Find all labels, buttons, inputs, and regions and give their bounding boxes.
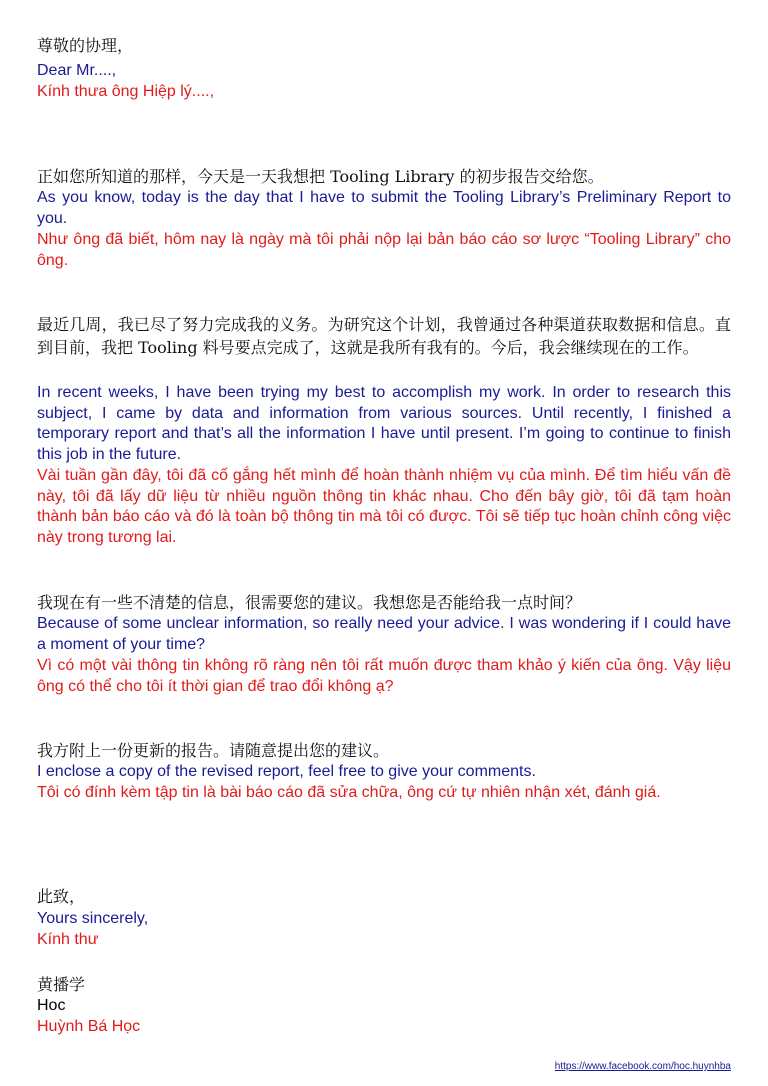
footer-facebook-link[interactable]: https://www.facebook.com/hoc.huynhba	[554, 1061, 731, 1072]
paragraph-4-chinese: 我方附上一份更新的报告。请随意提出您的建议。	[37, 741, 390, 760]
closing-vietnamese: Kính thư	[37, 931, 99, 948]
signature-vietnamese: Huỳnh Bá Học	[37, 1018, 141, 1035]
paragraph-4-english: I enclose a copy of the revised report, feel free to give your comments.	[37, 763, 536, 780]
signature-english: Hoc	[37, 997, 66, 1014]
paragraph-1-vietnamese: Như ông đã biết, hôm nay là ngày mà tôi phải nộp lại bản báo cáo sơ lược “Tooling Library” cho ông.	[37, 231, 731, 269]
paragraph-3-vietnamese: Vì có một vài thông tin không rõ ràng nên tôi rất muốn được tham khảo ý kiến của ông. Vậy liệu ông có thể cho tôi ít thời gian để trao đổi không ạ?	[37, 657, 731, 695]
paragraph-3-english: Because of some unclear information, so really need your advice. I was wondering if I could have a moment of your time?	[37, 615, 731, 653]
paragraph-2-english: In recent weeks, I have been trying my best to accomplish my work. In order to research this subject, I came by data and information from various sources. Until recently, I finished a temporary report and that’s all the information I have until present. I’m going to continue to finish this job in the future.	[37, 384, 731, 463]
closing-chinese: 此致，	[37, 887, 86, 906]
greeting-vietnamese: Kính thưa ông Hiệp lý....,	[37, 83, 215, 100]
paragraph-1-english: As you know, today is the day that I have to submit the Tooling Library’s Preliminary Report to you.	[37, 189, 731, 227]
closing-english: Yours sincerely,	[37, 910, 149, 927]
paragraph-1-chinese: 正如您所知道的那样，今天是一天我想把 Tooling Library 的初步报告交给您。	[37, 167, 604, 186]
paragraph-3-chinese: 我现在有一些不清楚的信息，很需要您的建议。我想您是否能给我一点时间？	[37, 593, 582, 612]
paragraph-2-chinese: 最近几周，我已尽了努力完成我的义务。为研究这个计划，我曾通过各种渠道获取数据和信息。直到目前，我把 Tooling 料号要点完成了，这就是我所有我有的。今后，我会继续现在的工作。	[37, 315, 731, 357]
greeting-english: Dear Mr....,	[37, 62, 117, 79]
greeting-chinese: 尊敬的协理，	[37, 36, 134, 55]
paragraph-4-vietnamese: Tôi có đính kèm tập tin là bài báo cáo đã sửa chữa, ông cứ tự nhiên nhận xét, đánh giá.	[37, 784, 661, 801]
signature-chinese: 黄播学	[37, 975, 86, 994]
paragraph-2-vietnamese: Vài tuần gần đây, tôi đã cố gắng hết mình để hoàn thành nhiệm vụ của mình. Để tìm hiểu vấn đề này, tôi đã lấy dữ liệu từ nhiều nguồn thông tin khác nhau. Cho đến bây giờ, tôi đã tạm hoàn thành bản báo cáo và đó là toàn bộ thông tin mà tôi có được. Tôi sẽ tiếp tục hoàn chỉnh công việc này trong tương lai.	[37, 467, 731, 546]
